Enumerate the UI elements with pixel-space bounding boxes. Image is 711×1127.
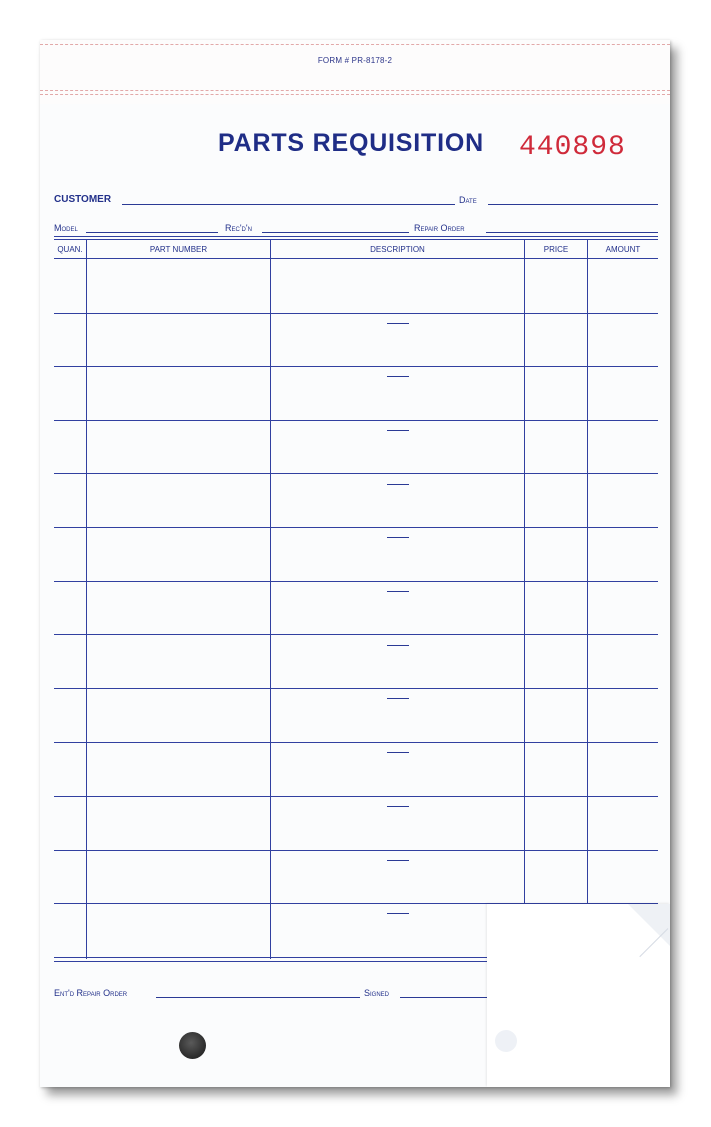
date-label: Date xyxy=(459,195,477,205)
description-dash xyxy=(387,430,409,431)
requisition-form xyxy=(40,40,670,1087)
row-rule xyxy=(54,742,658,743)
row-rule xyxy=(54,688,658,689)
signed-label: Signed xyxy=(364,988,390,998)
description-dash xyxy=(387,913,409,914)
form-title: PARTS REQUISITION xyxy=(218,129,484,157)
description-dash xyxy=(387,806,409,807)
column-divider xyxy=(587,239,588,905)
column-header-part-number: PART NUMBER xyxy=(149,245,208,254)
entered-repair-order-field[interactable] xyxy=(156,997,360,998)
customer-label: CUSTOMER xyxy=(54,194,112,205)
column-divider xyxy=(524,239,525,905)
column-divider xyxy=(270,239,271,959)
row-rule xyxy=(54,634,658,635)
corner-fold xyxy=(628,904,670,946)
recdn-label: Rec'd'n xyxy=(225,223,252,233)
row-rule xyxy=(54,366,658,367)
stub-perforation-2 xyxy=(40,94,670,95)
description-dash xyxy=(387,537,409,538)
table-top-rule-2 xyxy=(54,239,658,240)
description-dash xyxy=(387,376,409,377)
recdn-field[interactable] xyxy=(262,232,409,233)
column-header-amount: AMOUNT xyxy=(605,245,641,254)
punch-hole xyxy=(179,1032,206,1059)
row-rule xyxy=(54,313,658,314)
customer-field[interactable] xyxy=(122,204,455,205)
row-rule xyxy=(54,850,658,851)
description-dash xyxy=(387,860,409,861)
date-field[interactable] xyxy=(488,204,658,205)
row-rule xyxy=(54,420,658,421)
repair-order-label: Repair Order xyxy=(414,223,465,233)
column-header-price: PRICE xyxy=(543,245,569,254)
form-number: FORM # PR-8178-2 xyxy=(317,56,393,65)
row-rule xyxy=(54,796,658,797)
row-rule xyxy=(54,473,658,474)
header-rule xyxy=(54,258,658,259)
top-perforation xyxy=(40,44,670,45)
repair-order-field[interactable] xyxy=(486,232,658,233)
description-dash xyxy=(387,645,409,646)
entered-repair-order-label: Ent'd Repair Order xyxy=(54,988,128,998)
column-header-quan: QUAN. xyxy=(57,245,83,254)
serial-number: 440898 xyxy=(519,132,626,163)
description-dash xyxy=(387,323,409,324)
description-dash xyxy=(387,484,409,485)
model-label: Model xyxy=(54,223,78,233)
column-header-description: DESCRIPTION xyxy=(370,245,425,254)
corner-hole-impression xyxy=(495,1030,517,1052)
model-field[interactable] xyxy=(86,232,218,233)
description-dash xyxy=(387,591,409,592)
row-rule xyxy=(54,527,658,528)
column-divider xyxy=(86,239,87,959)
description-dash xyxy=(387,752,409,753)
row-rule xyxy=(54,581,658,582)
peeled-corner xyxy=(487,904,670,1087)
stub-perforation xyxy=(40,90,670,91)
description-dash xyxy=(387,698,409,699)
table-top-rule xyxy=(54,236,658,237)
